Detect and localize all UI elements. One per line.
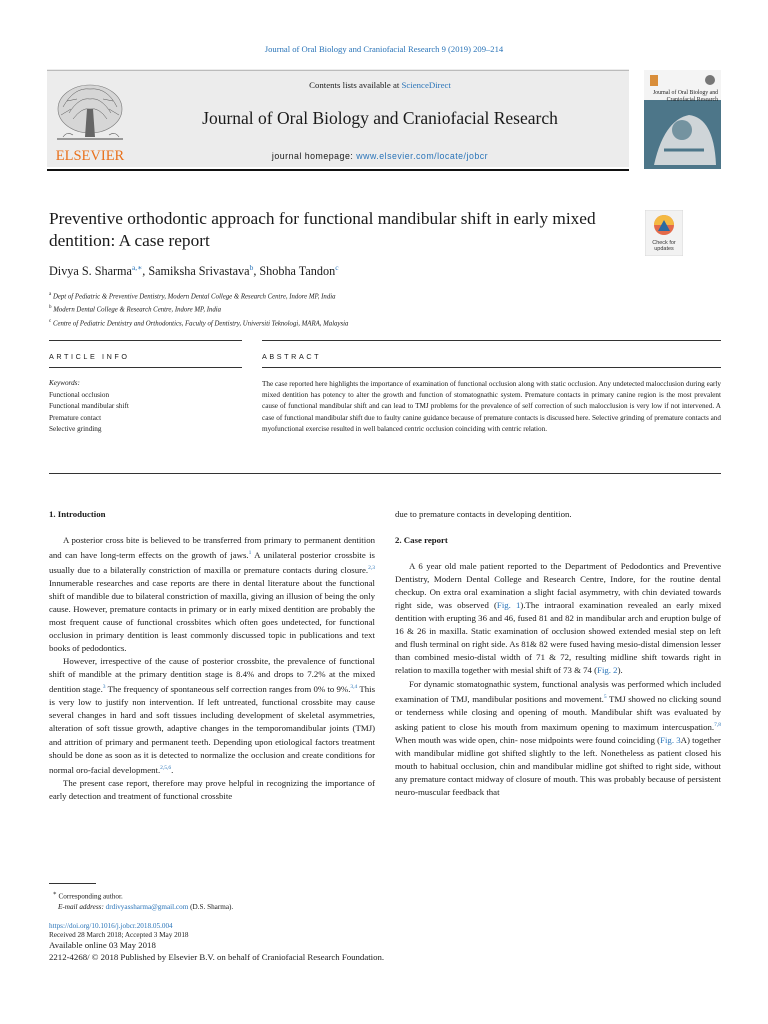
citation-ref[interactable]: 3,4 (350, 684, 358, 691)
contents-line (135, 80, 625, 90)
crossmark-line2: updates (654, 246, 674, 252)
figure-link[interactable]: Fig. 3 (660, 734, 681, 745)
abstract-heading: ABSTRACT (262, 352, 322, 361)
elsevier-logo[interactable] (49, 79, 131, 164)
article-info-heading: ARTICLE INFO (49, 352, 130, 361)
check-for-updates-badge[interactable] (645, 210, 683, 256)
abstract-rule-top (262, 340, 721, 341)
journal-citation[interactable]: Journal of Oral Biology and Craniofacial Research 9 (2019) 209–214 (264, 44, 504, 54)
figure-link[interactable]: Fig. 2 (597, 665, 618, 676)
keyword-item: Functional mandibular shift (49, 402, 129, 411)
header-rule-bottom (47, 169, 629, 171)
author-list: Divya S. Sharma$^{a,∗}$, Samiksha Srivastava$^b$, Shobha Tandon$^c$ (49, 263, 339, 279)
copyright-line: 2212-4268/ © 2018 Published by Elsevier B.V. on behalf of Craniofacial Research Foundation. (49, 952, 385, 962)
paper-title: Preventive orthodontic approach for functional mandibular shift in early mixed dentition: A case report (49, 209, 596, 250)
abstract-rule-mid (262, 367, 721, 368)
article-info-rule-mid (49, 367, 242, 368)
author-sup[interactable]: a,∗ (131, 263, 143, 272)
body-left-column (49, 508, 375, 803)
available-online: Available online 03 May 2018 (49, 940, 156, 950)
affiliation-item: $^c$ Centre of Pediatric Dentistry and Orthodontics, Faculty of Dentistry, Universiti Teknologi, MARA, Malaysia (49, 318, 349, 328)
abstract-rule-bottom (49, 473, 721, 474)
publisher-wordmark: ELSEVIER (55, 148, 125, 164)
abstract-text: The case reported here highlights the importance of examination of functional occlusion along with static occlusion. Any undetected malocclusion during early mixed dentition has potency to alter the growth and function of stomatognathic system. Premature contacts in primary canine region is the most prevalent cause of functional mandibular shift and can lead to TMJ problems for the prevalence of self correction of such malocclusion is very low if not intervened. A case of functional mandibular shift due to faulty canine guidance because of premature contacts is discussed here. Selective grinding of premature contacts and myofunctional exercise resulted in well balanced centric occlusion coinciding with centric relation. (262, 380, 721, 433)
journal-cover[interactable] (644, 70, 721, 169)
cover-title: Journal of Oral Biology and Craniofacial Research (652, 90, 718, 103)
right-continuation: due to premature contacts in developing dentition. (395, 509, 572, 519)
keyword-item: Selective grinding (49, 424, 102, 433)
introduction-heading: 1. Introduction (49, 509, 106, 519)
intro-paragraph-1: A posterior cross bite is believed to be transferred from primary to permanent dentition and can have long-term effects on the growth of jaws.$^1$ A unilateral posterior crossbite is usually due to a bilaterally constriction of maxilla or premature contacts during closure.$^{2,3}$ Innumerable researches and case reports are there in dental literature about the functional shift of mandible due to bilateral constriction of maxilla, giving an illusion of being the only cause. However, premature contacts in primary or in early mixed dentition are probably the most frequent cause of functional crossbites which often goes undetected, for functional occlusion in primary dentition is least commonly discussed topic in publications and text books of pedodontics. (49, 535, 375, 654)
citation-ref[interactable]: 2,3 (368, 565, 375, 572)
citation-ref[interactable]: 1 (248, 550, 252, 557)
journal-name: Journal of Oral Biology and Craniofacial Research (202, 108, 558, 128)
keyword-item: Premature contact (49, 413, 102, 422)
body-right-column (395, 508, 721, 799)
keywords-label: Keywords: (49, 379, 80, 387)
footnotes (49, 889, 233, 913)
email-note: E-mail address: drdivyassharma@gmail.com (D.S. Sharma). (57, 903, 234, 912)
author-sup[interactable]: b (249, 263, 254, 272)
crossmark-line1: Check for (652, 240, 676, 246)
email-link[interactable]: drdivyassharma@gmail.com (105, 903, 189, 912)
citation-ref[interactable]: 3 (102, 684, 106, 691)
footnote-rule (49, 883, 96, 884)
corresponding-author-note: ∗ Corresponding author. (52, 891, 123, 901)
received-dates: Received 28 March 2018; Accepted 3 May 2018 (49, 931, 189, 939)
homepage-link[interactable]: www.elsevier.com/locate/jobcr (356, 151, 489, 161)
affiliation-item: $^b$ Modern Dental College & Research Centre, Indore MP, India (49, 305, 222, 314)
publication-info (49, 922, 384, 964)
citation-ref[interactable]: 7,8 (714, 721, 721, 728)
sciencedirect-link[interactable]: ScienceDirect (401, 80, 451, 90)
case-report-heading: 2. Case report (395, 535, 448, 546)
cover-art-icon (644, 70, 721, 169)
keyword-item: Functional occlusion (49, 391, 110, 399)
contents-prefix: Contents lists available at (309, 80, 400, 90)
affiliation-item: $^a$ Dept of Pediatric & Preventive Dentistry, Modern Dental College & Research Centre, Indore MP, India (49, 292, 336, 301)
homepage-line (135, 151, 625, 161)
author-sup[interactable]: c (335, 263, 339, 272)
doi-link[interactable]: https://doi.org/10.1016/j.jobcr.2018.05.004 (49, 922, 173, 930)
citation-ref[interactable]: 5 (603, 693, 607, 700)
author-name: Samiksha Srivastava (148, 264, 250, 279)
case-paragraph-2: For dynamic stomatognathic system, functional analysis was performed which included examination of TMJ, mandibular positions and movement.$^5$ TMJ showed no clicking sound or tenderness while closing and opening of mouth. Mandibular shift was evaluated by asking patient to close his mouth from maximum opening to maximum intercuspation.$^{7,8}$ When mouth was wide open, chin- nose midpoints were found coinciding (Fig. 3A) together with mandibular midline got shifted slightly to the left. Nonetheless as patient closed his mouth to habitual occlusion, chin and mandibular midline got shifted to right side, without any premature contact midway of closure of mouth. This was probably because of persistent neuro-muscular feedback that (395, 678, 721, 797)
author-name: Divya S. Sharma (49, 264, 132, 279)
keywords-list (49, 390, 129, 435)
elsevier-tree-icon (49, 79, 131, 164)
homepage-prefix: journal homepage: (271, 151, 354, 161)
figure-link[interactable]: Fig. 1 (496, 600, 521, 611)
affiliations (49, 289, 348, 329)
intro-paragraph-2: However, irrespective of the cause of posterior crossbite, the prevalence of functional shift of mandible at the primary dentition stage is 8.4% and drops to 7.2% at the mixed dentition stage.$^3$ The frequency of spontaneous self correction ranges from 0% to 9%.$^{3,4}$ This is very low to justify non intervention. If left untreated, functional crossbite may cause several changes in hard and soft tissues including development of skeletal asymmetries, alteration of soft tissue growth, adaptive changes in the temporomandibular joints (TMJ) and attrition of primary and permanent teeth. Depending upon etiological factors treatment should be done as soon as it is detected to normalize the occlusion and create conditions for normal oro-facial development.$^{2,5,6}$. (49, 656, 376, 775)
citation-ref[interactable]: 2,5,6 (160, 764, 172, 771)
header-rule-top (47, 70, 629, 71)
intro-paragraph-3: The present case report, therefore may prove helpful in recognizing the importance of early detection and treatment of functional crossbite (49, 777, 375, 801)
crossmark-icon (645, 210, 683, 256)
case-paragraph-1: A 6 year old male patient reported to the Department of Pedodontics and Preventive Dentistry, Modern Dental College and Research Centre, Indore, for the routine dental checkup. On extra oral examination a slight facial asymmetry, with chin deviated towards right side, was observed (Fig. 1).The intraoral examination revealed an early mixed dentition with erupting 36 and 46, fused 81 and 82 in mandibular arch and eruption bulge of 16 & 26 in maxilla. Static examination of occlusion showed extended mesial step on left and flush terminal on right side. As 81& 82 were fused having mesio-distal dimension lesser than combined mesio-distal width of 71 & 72, resulting midline shift towards right in relation to maxilla together with mesial shift of 73 & 74 (Fig. 2). (395, 561, 721, 676)
article-info-rule-top (49, 340, 242, 341)
author-name: Shobha Tandon (259, 264, 336, 279)
